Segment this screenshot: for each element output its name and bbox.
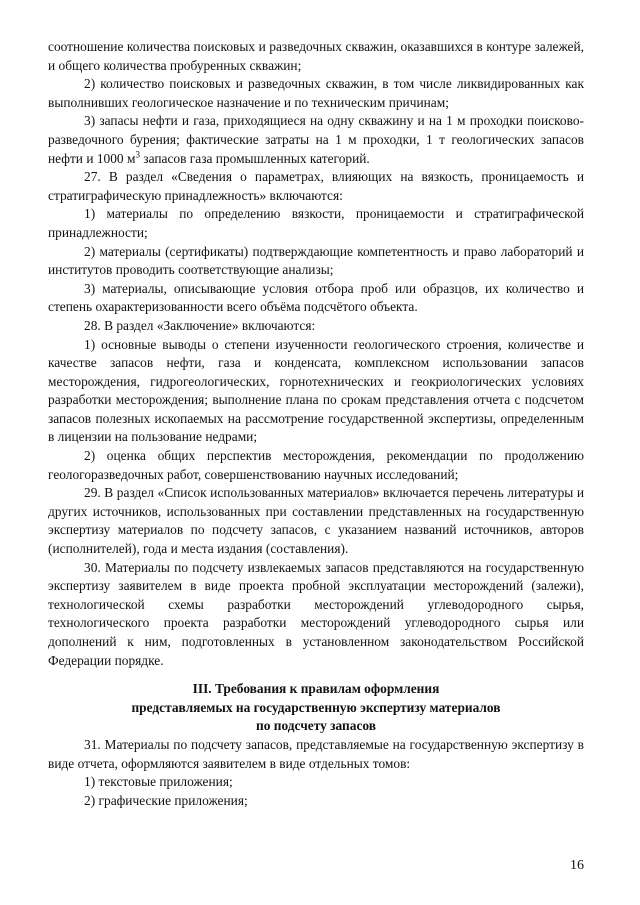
- paragraph: 1) основные выводы о степени изученности геологического строения, количестве и качестве запасов нефти, газа и конденсата, комплексном использовании запасов месторождения, гидрогеологических, горнотехнических и геокриологических условиях разработки месторождения; выполнение плана по срокам представления отчета с подсчетом запасов полезных ископаемых на рассмотрение государственной экспертизы, определенным в лицензии на пользование недрами;: [48, 336, 584, 445]
- paragraph: 27. В раздел «Сведения о параметрах, влияющих на вязкость, проницаемость и стратиграфическую принадлежность» включаются:: [48, 169, 584, 203]
- paragraph-text: запасов газа промышленных категорий.: [139, 150, 370, 166]
- paragraph: 2) материалы (сертификаты) подтверждающие компетентность и право лабораторий и институтов проводить соответствующие анализы;: [48, 243, 584, 278]
- paragraph-text: 3) запасы нефти и газа, приходящиеся на одну скважину и на 1 м проходки поисково-разведочного бурения; фактические затраты на 1 м проходки, 1 т геологических запасов нефти и 1000 м: [48, 113, 584, 166]
- paragraph: [48, 112, 584, 168]
- paragraph: 1) материалы по определению вязкости, проницаемости и стратиграфической принадлежности;: [48, 206, 584, 240]
- section-heading-line: представляемых на государственную экспертизу материалов: [131, 699, 501, 715]
- paragraph: 2) графические приложения;: [84, 792, 248, 808]
- paragraph: соотношение количества поисковых и разведочных скважин, оказавшихся в контуре залежей, и общего количества пробуренных скважин;: [48, 39, 584, 73]
- paragraph: 1) текстовые приложения;: [84, 774, 233, 790]
- superscript: 3: [135, 149, 140, 160]
- paragraph: 3) материалы, описывающие условия отбора проб или образцов, их количество и степень охарактеризованности всего объёма подсчётого объекта.: [48, 280, 584, 315]
- page-body: [48, 38, 584, 810]
- section-heading-line: III. Требования к правилам оформления: [192, 681, 440, 697]
- section-heading: [48, 680, 584, 736]
- section-heading-line: по подсчету запасов: [255, 718, 377, 734]
- paragraph: 2) оценка общих перспектив месторождения, рекомендации по продолжению геологоразведочных работ, совершенствованию научных исследований;: [48, 448, 584, 482]
- paragraph: 28. В раздел «Заключение» включаются:: [84, 317, 316, 333]
- paragraph: 30. Материалы по подсчету извлекаемых запасов представляются на государственную экспертизу заявителем в виде проекта пробной эксплуатации месторождений (залежи), технологической схемы разработки месторождений углеводородного сырья, технологического проекта разработки месторождений углеводородного сырья или дополнений к ним, подготовленных в установленном законодательством Российской Федерации порядке.: [48, 559, 584, 668]
- page-number: 16: [570, 858, 584, 873]
- paragraph: 31. Материалы по подсчету запасов, представляемые на государственную экспертизу в виде отчета, оформляются заявителем в виде отдельных томов:: [48, 736, 584, 771]
- paragraph: 29. В раздел «Список использованных материалов» включается перечень литературы и других источников, использованных при составлении представленных на государственную экспертизу материалов по подсчету запасов, с указанием названий источников, авторов (исполнителей), года и места издания (составления).: [48, 485, 584, 557]
- paragraph: 2) количество поисковых и разведочных скважин, в том числе ликвидированных как выполнивших геологическое назначение и по техническим причинам;: [48, 76, 584, 110]
